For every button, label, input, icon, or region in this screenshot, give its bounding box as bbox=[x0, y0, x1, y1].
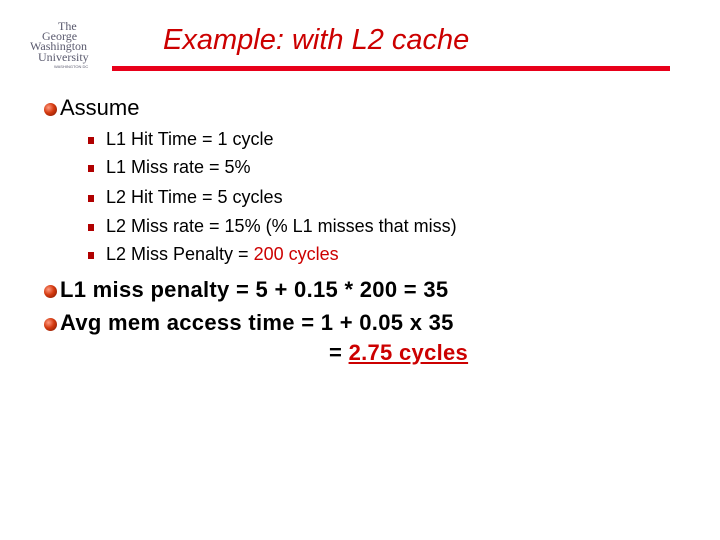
assume-item-text: L2 Hit Time = 5 cycles bbox=[106, 187, 283, 207]
assume-item-text: L1 Miss rate = 5% bbox=[106, 157, 251, 177]
result-prefix: = bbox=[329, 340, 349, 365]
assume-item-text: L2 Miss rate = 15% (% L1 misses that miss) bbox=[106, 216, 457, 236]
bullet-ball-icon bbox=[44, 318, 57, 331]
square-bullet-icon bbox=[88, 252, 94, 259]
logo-line-5: WASHINGTON DC bbox=[54, 64, 89, 69]
university-logo bbox=[28, 18, 114, 70]
logo-line-1: The bbox=[58, 19, 77, 33]
assume-item-label: L2 Miss Penalty = bbox=[106, 244, 254, 264]
penalty-value: 200 cycles bbox=[253, 244, 339, 264]
avg-access-text: Avg mem access time = 1 + 0.05 x 35 bbox=[60, 310, 454, 335]
logo-line-4: University bbox=[38, 50, 89, 64]
square-bullet-icon bbox=[88, 165, 94, 172]
bullet-ball-icon bbox=[44, 103, 57, 116]
title-underline bbox=[112, 66, 670, 71]
square-bullet-icon bbox=[88, 224, 94, 231]
l1-penalty-text: L1 miss penalty = 5 + 0.15 * 200 = 35 bbox=[60, 277, 449, 302]
assume-item-text bbox=[106, 244, 339, 265]
logo-line-2: George bbox=[42, 29, 78, 43]
logo-line-3: Washington bbox=[30, 39, 88, 53]
result-value: 2.75 cycles bbox=[348, 340, 469, 365]
result-line bbox=[329, 340, 468, 366]
assume-heading: Assume bbox=[60, 95, 140, 120]
slide-title: Example: with L2 cache bbox=[163, 24, 470, 56]
square-bullet-icon bbox=[88, 195, 94, 202]
assume-item-text: L1 Hit Time = 1 cycle bbox=[106, 129, 274, 149]
square-bullet-icon bbox=[88, 137, 94, 144]
bullet-ball-icon bbox=[44, 285, 57, 298]
